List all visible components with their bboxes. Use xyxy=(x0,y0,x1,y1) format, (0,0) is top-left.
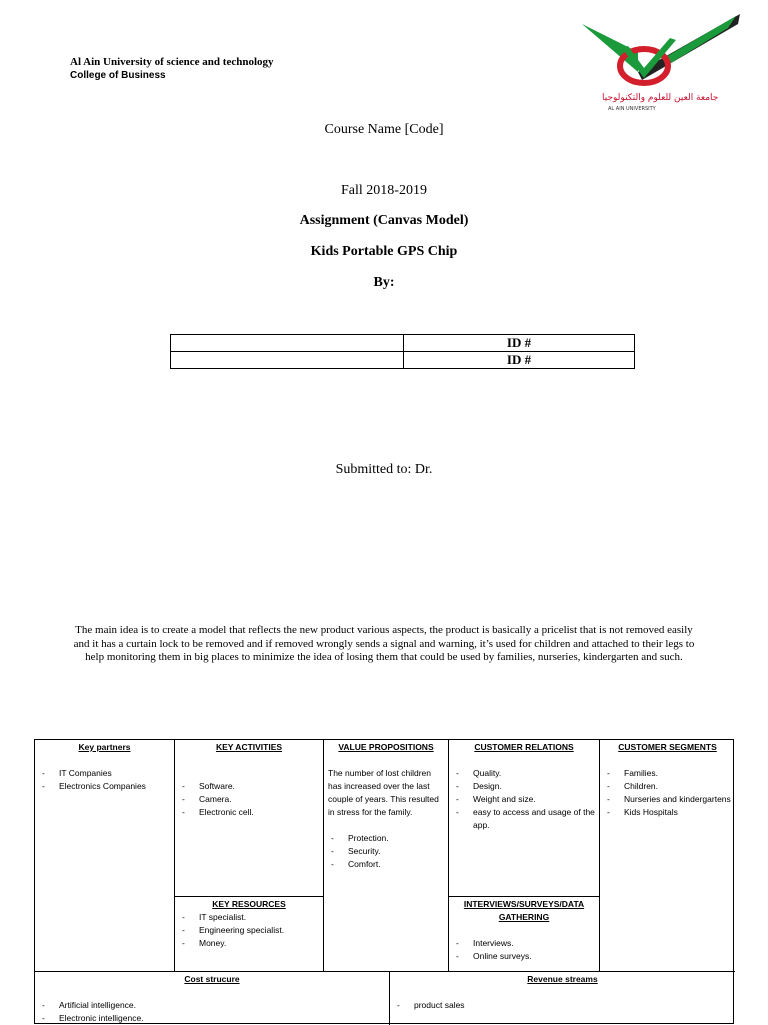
key-resources-title: KEY RESOURCES xyxy=(212,899,286,909)
list-item: - Electronic intelligence. xyxy=(35,1012,389,1025)
list-item: - Artificial intelligence. xyxy=(35,999,389,1012)
value-propositions-title: VALUE PROPOSITIONS xyxy=(338,742,434,752)
value-propositions-section xyxy=(324,740,448,871)
list-item: - Engineering specialist. xyxy=(175,924,323,937)
value-propositions-text: The number of lost children has increased over the last couple of years. This resulted in stress for the family. xyxy=(328,768,439,817)
student-id-cell: ID # xyxy=(404,335,635,352)
list-item: - IT specialist. xyxy=(175,911,323,924)
table-row xyxy=(171,335,635,352)
list-item: - Money. xyxy=(175,937,323,950)
key-partners-section xyxy=(35,740,174,793)
term: Fall 2018-2019 xyxy=(341,183,427,198)
customer-segments-section xyxy=(600,740,735,819)
list-item: - Families. xyxy=(600,767,735,780)
table-row xyxy=(171,352,635,369)
list-item: - Design. xyxy=(449,780,599,793)
customer-segments-title: CUSTOMER SEGMENTS xyxy=(618,742,717,752)
student-id-cell: ID # xyxy=(404,352,635,369)
logo-english-text: AL AIN UNIVERSITY xyxy=(608,106,656,112)
assignment-title: Assignment (Canvas Model) xyxy=(299,213,469,228)
key-activities-section xyxy=(175,740,323,819)
list-item: - Electronics Companies xyxy=(35,780,174,793)
list-item: - Nurseries and kindergartens xyxy=(600,793,735,806)
by-label: By: xyxy=(373,275,395,290)
interviews-section xyxy=(449,897,599,963)
description-paragraph: The main idea is to create a model that reflects the new product various aspects, the product is basically a pricelist that is not removed easily and it has a curtain lock to be removed and if removed wrongly sends a signal and warning, it’s used for children and attached to their legs to help monitoring them in big places to minimize the idea of losing them that could be used by families, nurseries, kindergarten and such. xyxy=(73,624,695,663)
submitted-to: Submitted to: Dr. xyxy=(335,462,433,477)
list-item: - Security. xyxy=(324,845,448,858)
college-name: College of Business xyxy=(70,70,166,81)
product-title: Kids Portable GPS Chip xyxy=(310,244,458,259)
list-item: - Electronic cell. xyxy=(175,806,323,819)
university-logo xyxy=(578,10,740,120)
customer-relations-title: CUSTOMER RELATIONS xyxy=(474,742,574,752)
key-partners-title: Key partners xyxy=(78,742,131,752)
list-item: - Interviews. xyxy=(449,937,599,950)
student-id-table xyxy=(170,334,635,369)
student-name-cell xyxy=(171,335,404,352)
cost-structure-section xyxy=(35,972,389,1025)
list-item: - Protection. xyxy=(324,832,448,845)
list-item: - Online surveys. xyxy=(449,950,599,963)
business-model-canvas xyxy=(34,739,734,1024)
customer-relations-section xyxy=(449,740,599,832)
cost-structure-title: Cost strucure xyxy=(184,974,240,984)
university-name: Al Ain University of science and technology xyxy=(70,56,274,68)
list-item: - Children. xyxy=(600,780,735,793)
list-item: - easy to access and usage of the app. xyxy=(449,806,599,832)
list-item: - IT Companies xyxy=(35,767,174,780)
revenue-streams-section xyxy=(390,972,735,1012)
course-name: Course Name [Code] xyxy=(324,122,444,137)
key-activities-title: KEY ACTIVITIES xyxy=(215,742,283,752)
list-item: - Camera. xyxy=(175,793,323,806)
list-item: - Quality. xyxy=(449,767,599,780)
interviews-title: INTERVIEWS/SURVEYS/DATA GATHERING xyxy=(463,899,585,922)
list-item: - Weight and size. xyxy=(449,793,599,806)
student-name-cell xyxy=(171,352,404,369)
list-item: - Software. xyxy=(175,780,323,793)
list-item: - Kids Hospitals xyxy=(600,806,735,819)
revenue-streams-title: Revenue streams xyxy=(527,974,598,984)
list-item: - Comfort. xyxy=(324,858,448,871)
key-resources-section xyxy=(175,897,323,950)
list-item: - product sales xyxy=(390,999,735,1012)
logo-arabic-text: جامعة العين للعلوم والتكنولوجيا xyxy=(602,93,719,103)
